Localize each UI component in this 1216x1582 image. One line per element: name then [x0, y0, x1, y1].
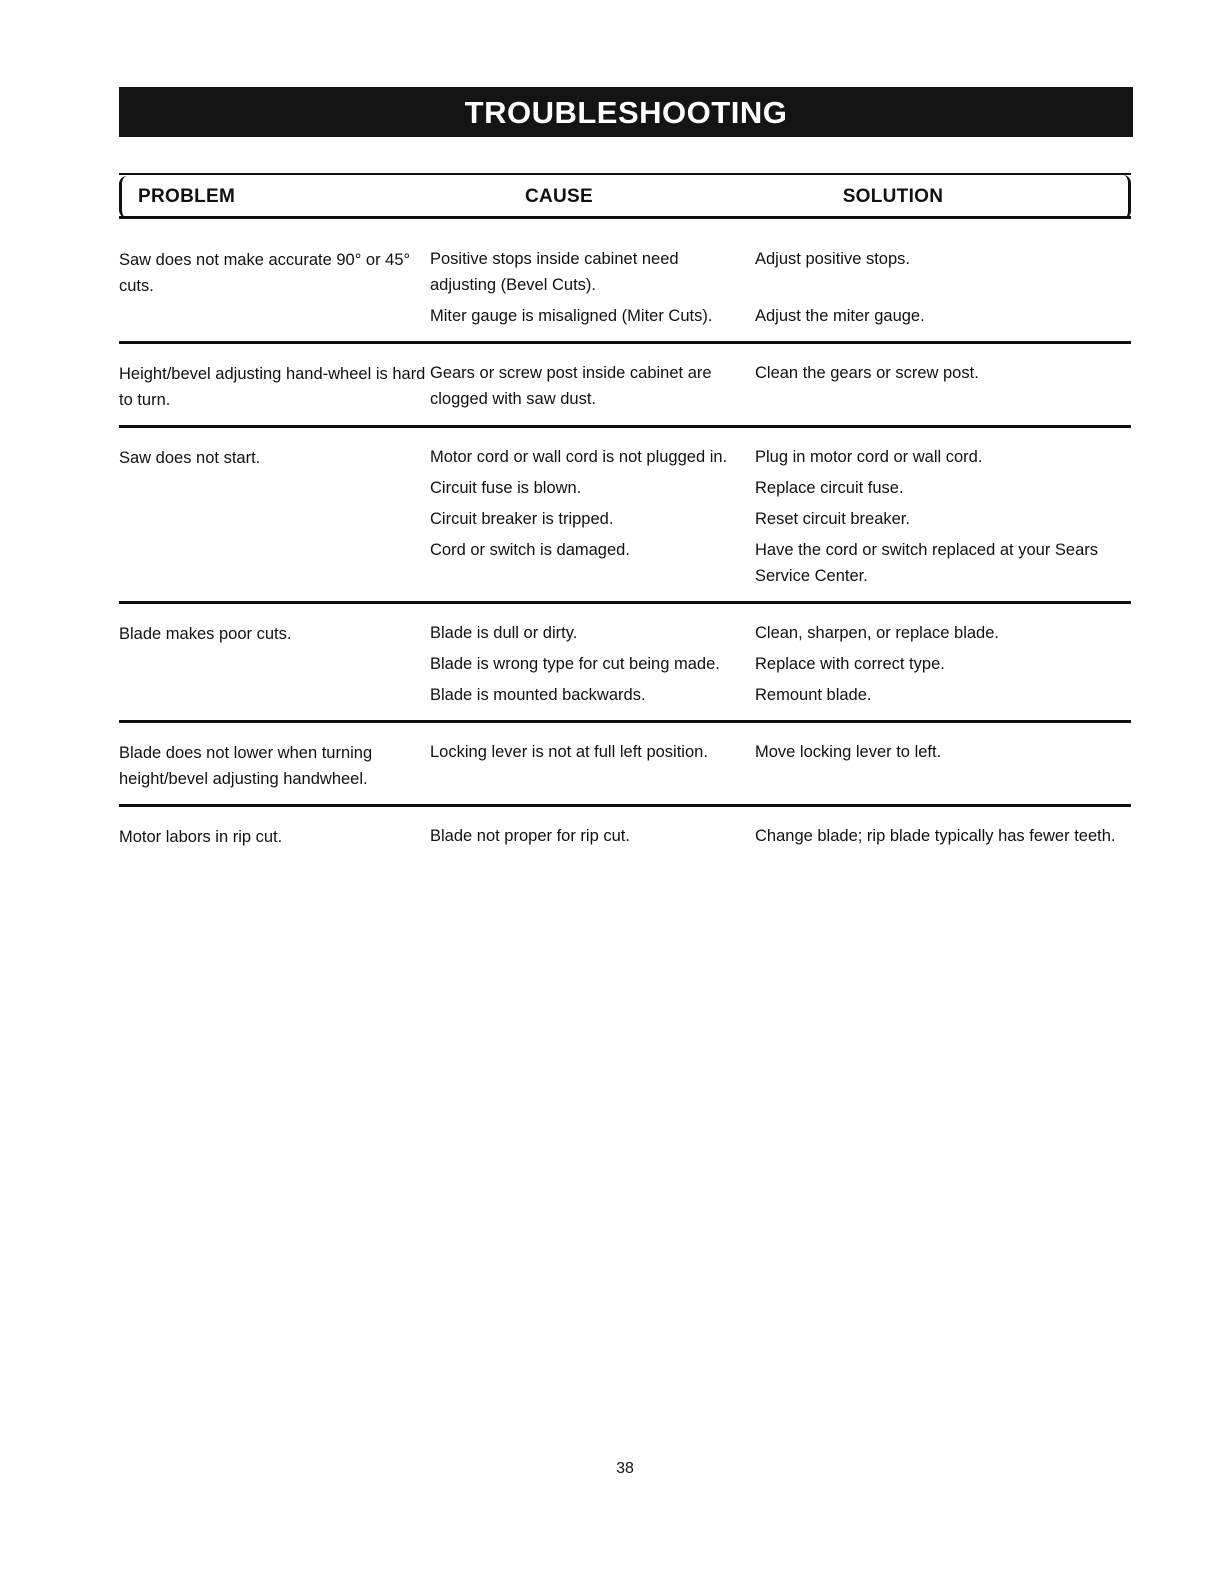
cause-solution-pair [430, 444, 1131, 470]
header-solution: SOLUTION [842, 186, 944, 207]
problem-cell: Saw does not make accurate 90° or 45° cuts. [119, 251, 411, 295]
cause-cell: Blade is dull or dirty. [430, 624, 578, 642]
cause-solution-group [430, 246, 1131, 329]
cause-solution-pair [430, 823, 1131, 849]
table-row [119, 246, 1131, 344]
solution-cell: Move locking lever to left. [755, 743, 942, 761]
cause-solution-pair [430, 506, 1131, 532]
solution-cell: Clean the gears or screw post. [755, 364, 979, 382]
problem-cell: Blade does not lower when turning height/bevel adjusting handwheel. [119, 744, 373, 788]
cause-cell: Circuit fuse is blown. [430, 479, 582, 497]
problem-cell: Saw does not start. [119, 449, 261, 467]
solution-cell: Remount blade. [755, 686, 872, 704]
cause-solution-group [430, 739, 1131, 792]
cause-cell: Miter gauge is misaligned (Miter Cuts). [430, 307, 713, 325]
solution-cell: Replace with correct type. [755, 655, 945, 673]
table-row [119, 620, 1131, 723]
solution-cell: Replace circuit fuse. [755, 479, 904, 497]
problem-cell: Motor labors in rip cut. [119, 828, 283, 846]
table-row [119, 444, 1131, 604]
cause-cell: Blade is wrong type for cut being made. [430, 655, 720, 673]
cause-cell: Cord or switch is damaged. [430, 541, 630, 559]
cause-solution-pair [430, 475, 1131, 501]
page-number: 38 [616, 1460, 634, 1477]
cause-solution-pair [430, 739, 1131, 765]
troubleshooting-table [119, 246, 1131, 878]
cause-solution-pair [430, 360, 1131, 412]
table-row [119, 360, 1131, 428]
cause-solution-group [430, 444, 1131, 589]
cause-cell: Circuit breaker is tripped. [430, 510, 614, 528]
cause-solution-pair [430, 303, 1131, 329]
cause-cell: Positive stops inside cabinet need adjusting (Bevel Cuts). [430, 250, 679, 294]
table-row [119, 823, 1131, 862]
header-problem: PROBLEM [138, 186, 236, 207]
problem-cell: Blade makes poor cuts. [119, 625, 292, 643]
cause-solution-group [430, 620, 1131, 708]
cause-cell: Locking lever is not at full left position. [430, 743, 708, 761]
cause-solution-pair [430, 537, 1131, 589]
solution-cell: Clean, sharpen, or replace blade. [755, 624, 999, 642]
cause-solution-pair [430, 651, 1131, 677]
cause-cell: Blade is mounted backwards. [430, 686, 646, 704]
cause-solution-pair [430, 620, 1131, 646]
table-row [119, 739, 1131, 807]
cause-solution-pair [430, 682, 1131, 708]
header-box-left-bracket [119, 176, 127, 218]
cause-cell: Gears or screw post inside cabinet are clogged with saw dust. [430, 364, 712, 408]
solution-cell: Change blade; rip blade typically has fewer teeth. [755, 827, 1116, 845]
solution-cell: Adjust positive stops. [755, 250, 910, 268]
cause-cell: Blade not proper for rip cut. [430, 827, 630, 845]
solution-cell: Reset circuit breaker. [755, 510, 910, 528]
problem-cell: Height/bevel adjusting hand-wheel is hard to turn. [119, 365, 426, 409]
solution-cell: Have the cord or switch replaced at your Sears Service Center. [755, 541, 1098, 585]
cause-cell: Motor cord or wall cord is not plugged in. [430, 448, 728, 466]
solution-cell: Plug in motor cord or wall cord. [755, 448, 983, 466]
cause-solution-group [430, 360, 1131, 413]
cause-solution-group [430, 823, 1131, 850]
cause-solution-pair [430, 246, 1131, 298]
solution-cell: Adjust the miter gauge. [755, 307, 925, 325]
header-box-right-bracket [1121, 175, 1131, 219]
page-title: TROUBLESHOOTING [119, 87, 1133, 137]
header-cause: CAUSE [524, 186, 593, 207]
